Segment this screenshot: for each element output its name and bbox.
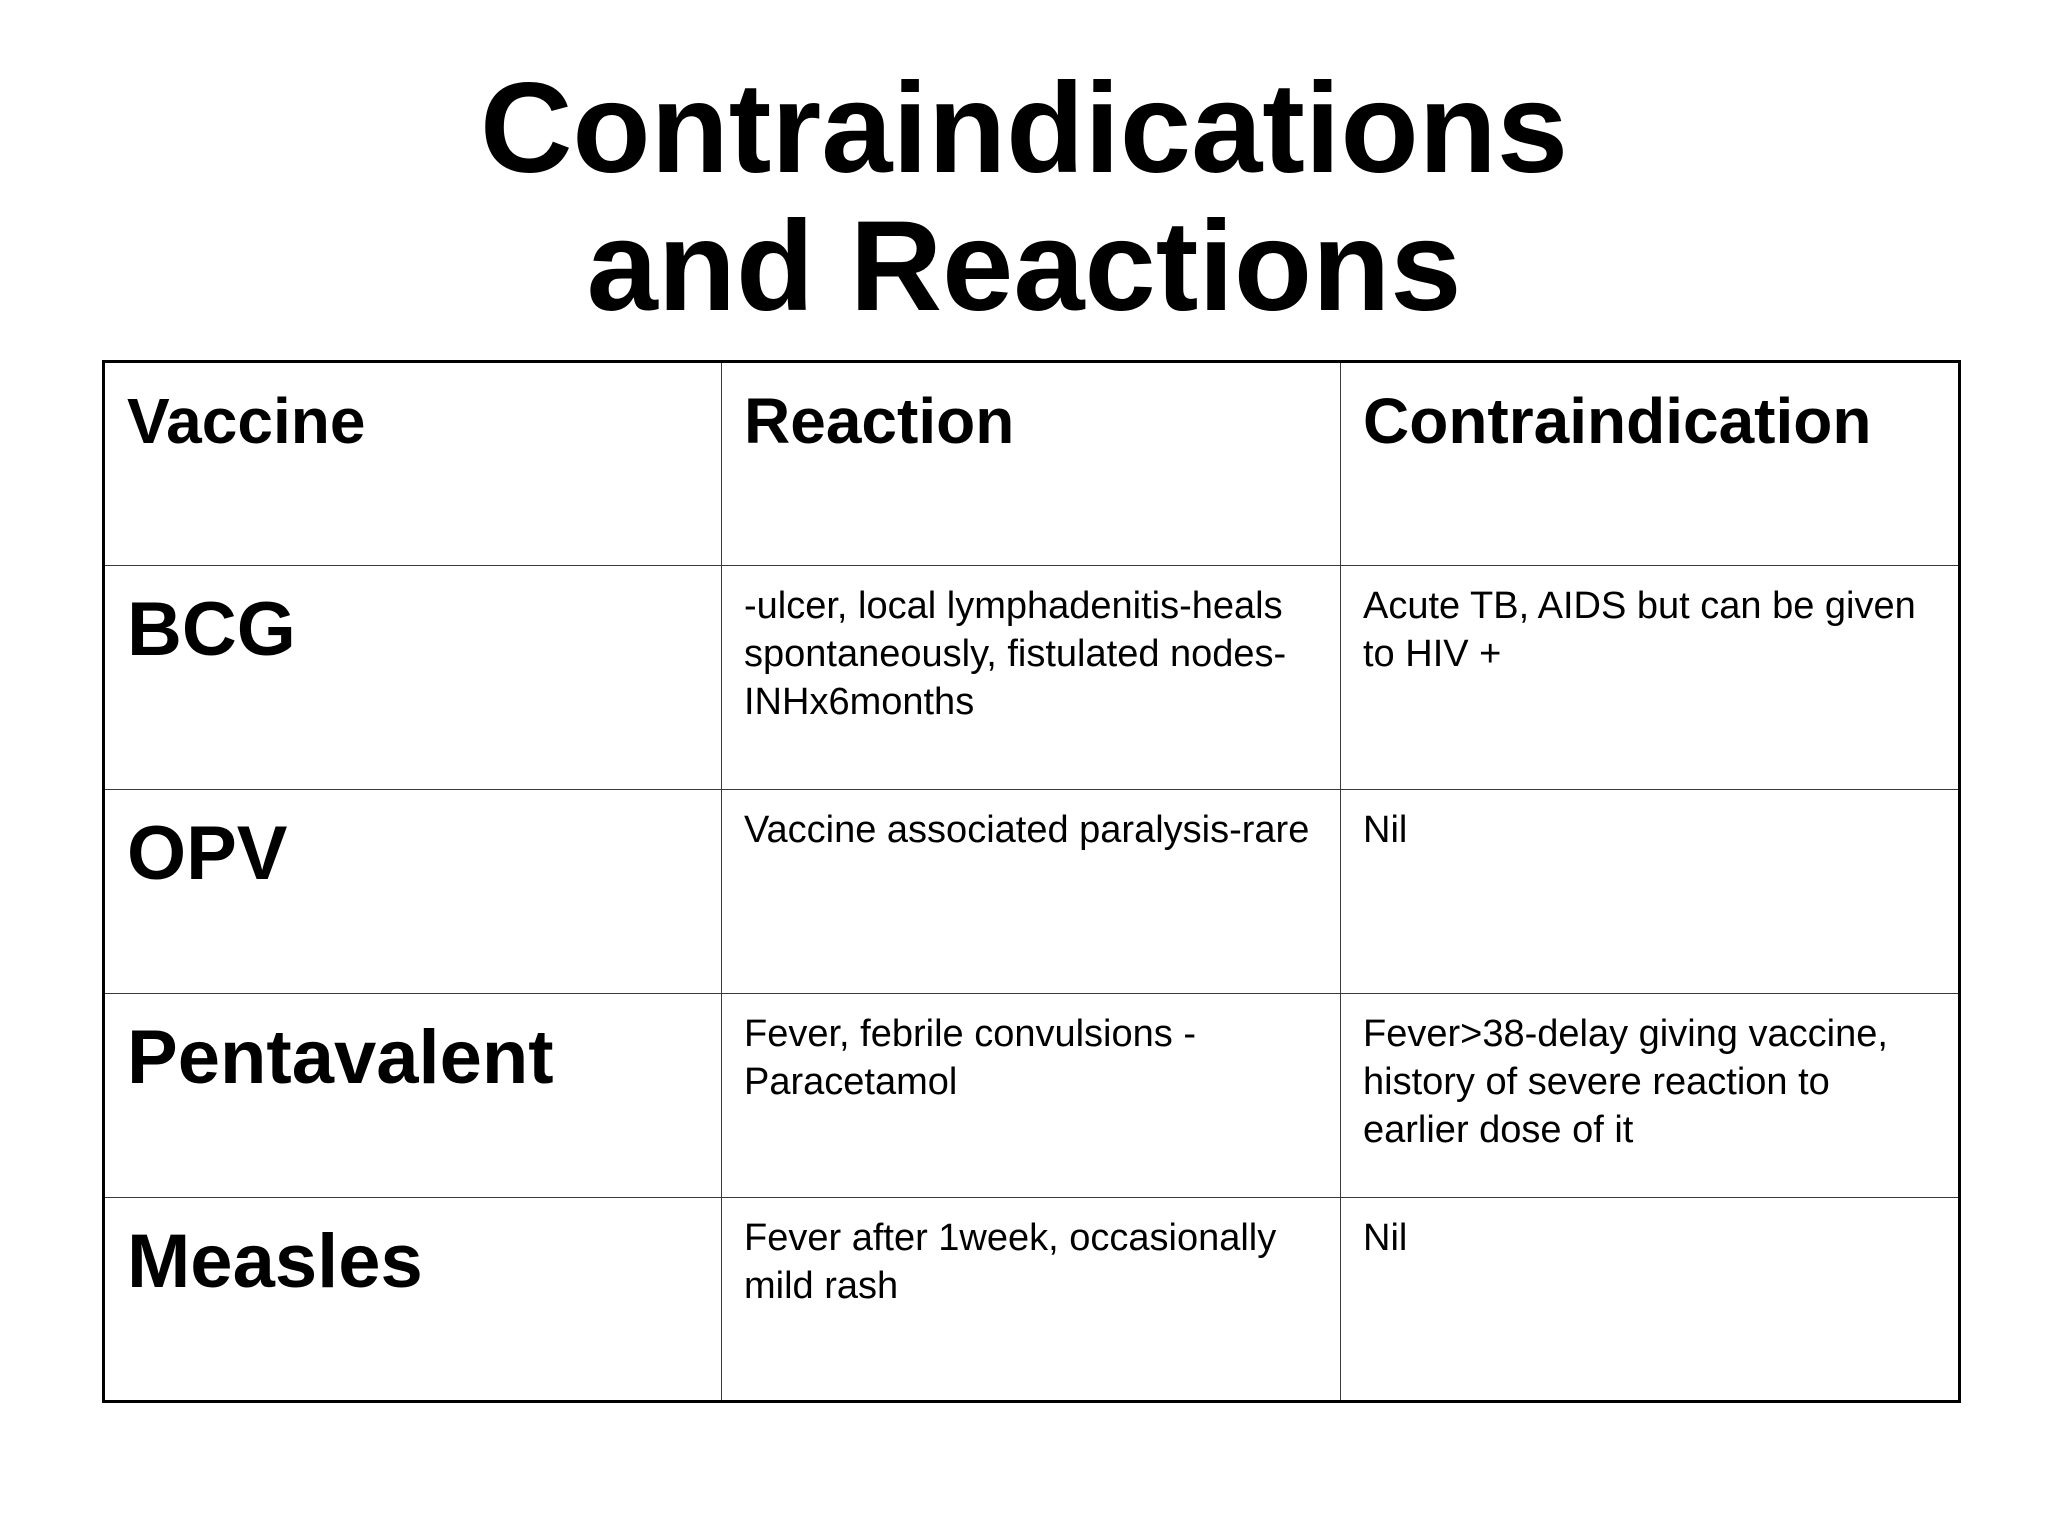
slide-title-line-1: Contraindications bbox=[479, 57, 1569, 200]
header-vaccine: Vaccine bbox=[104, 362, 722, 566]
table-row bbox=[104, 1198, 1960, 1402]
vaccine-cell: Measles bbox=[104, 1198, 722, 1402]
vaccine-cell: Pentavalent bbox=[104, 994, 722, 1198]
header-reaction: Reaction bbox=[722, 362, 1341, 566]
slide-title-line-2: and Reactions bbox=[586, 195, 1462, 338]
vaccine-cell: BCG bbox=[104, 566, 722, 790]
contraindication-cell: Acute TB, AIDS but can be given to HIV + bbox=[1341, 566, 1960, 790]
vaccine-cell: OPV bbox=[104, 790, 722, 994]
contraindication-cell: Nil bbox=[1341, 790, 1960, 994]
contraindication-cell: Nil bbox=[1341, 1198, 1960, 1402]
table-row bbox=[104, 994, 1960, 1198]
header-contraindication: Contraindication bbox=[1341, 362, 1960, 566]
slide-title bbox=[0, 57, 2048, 338]
reaction-cell: -ulcer, local lymphadenitis-heals spontaneously, fistulated nodes- INHx6months bbox=[722, 566, 1341, 790]
table-header-row bbox=[104, 362, 1960, 566]
table-row bbox=[104, 566, 1960, 790]
contraindication-cell: Fever>38-delay giving vaccine, history of severe reaction to earlier dose of it bbox=[1341, 994, 1960, 1198]
reaction-cell: Fever after 1week, occasionally mild rash bbox=[722, 1198, 1341, 1402]
vaccine-table bbox=[102, 360, 1961, 1403]
reaction-cell: Fever, febrile convulsions - Paracetamol bbox=[722, 994, 1341, 1198]
table-row bbox=[104, 790, 1960, 994]
reaction-cell: Vaccine associated paralysis-rare bbox=[722, 790, 1341, 994]
